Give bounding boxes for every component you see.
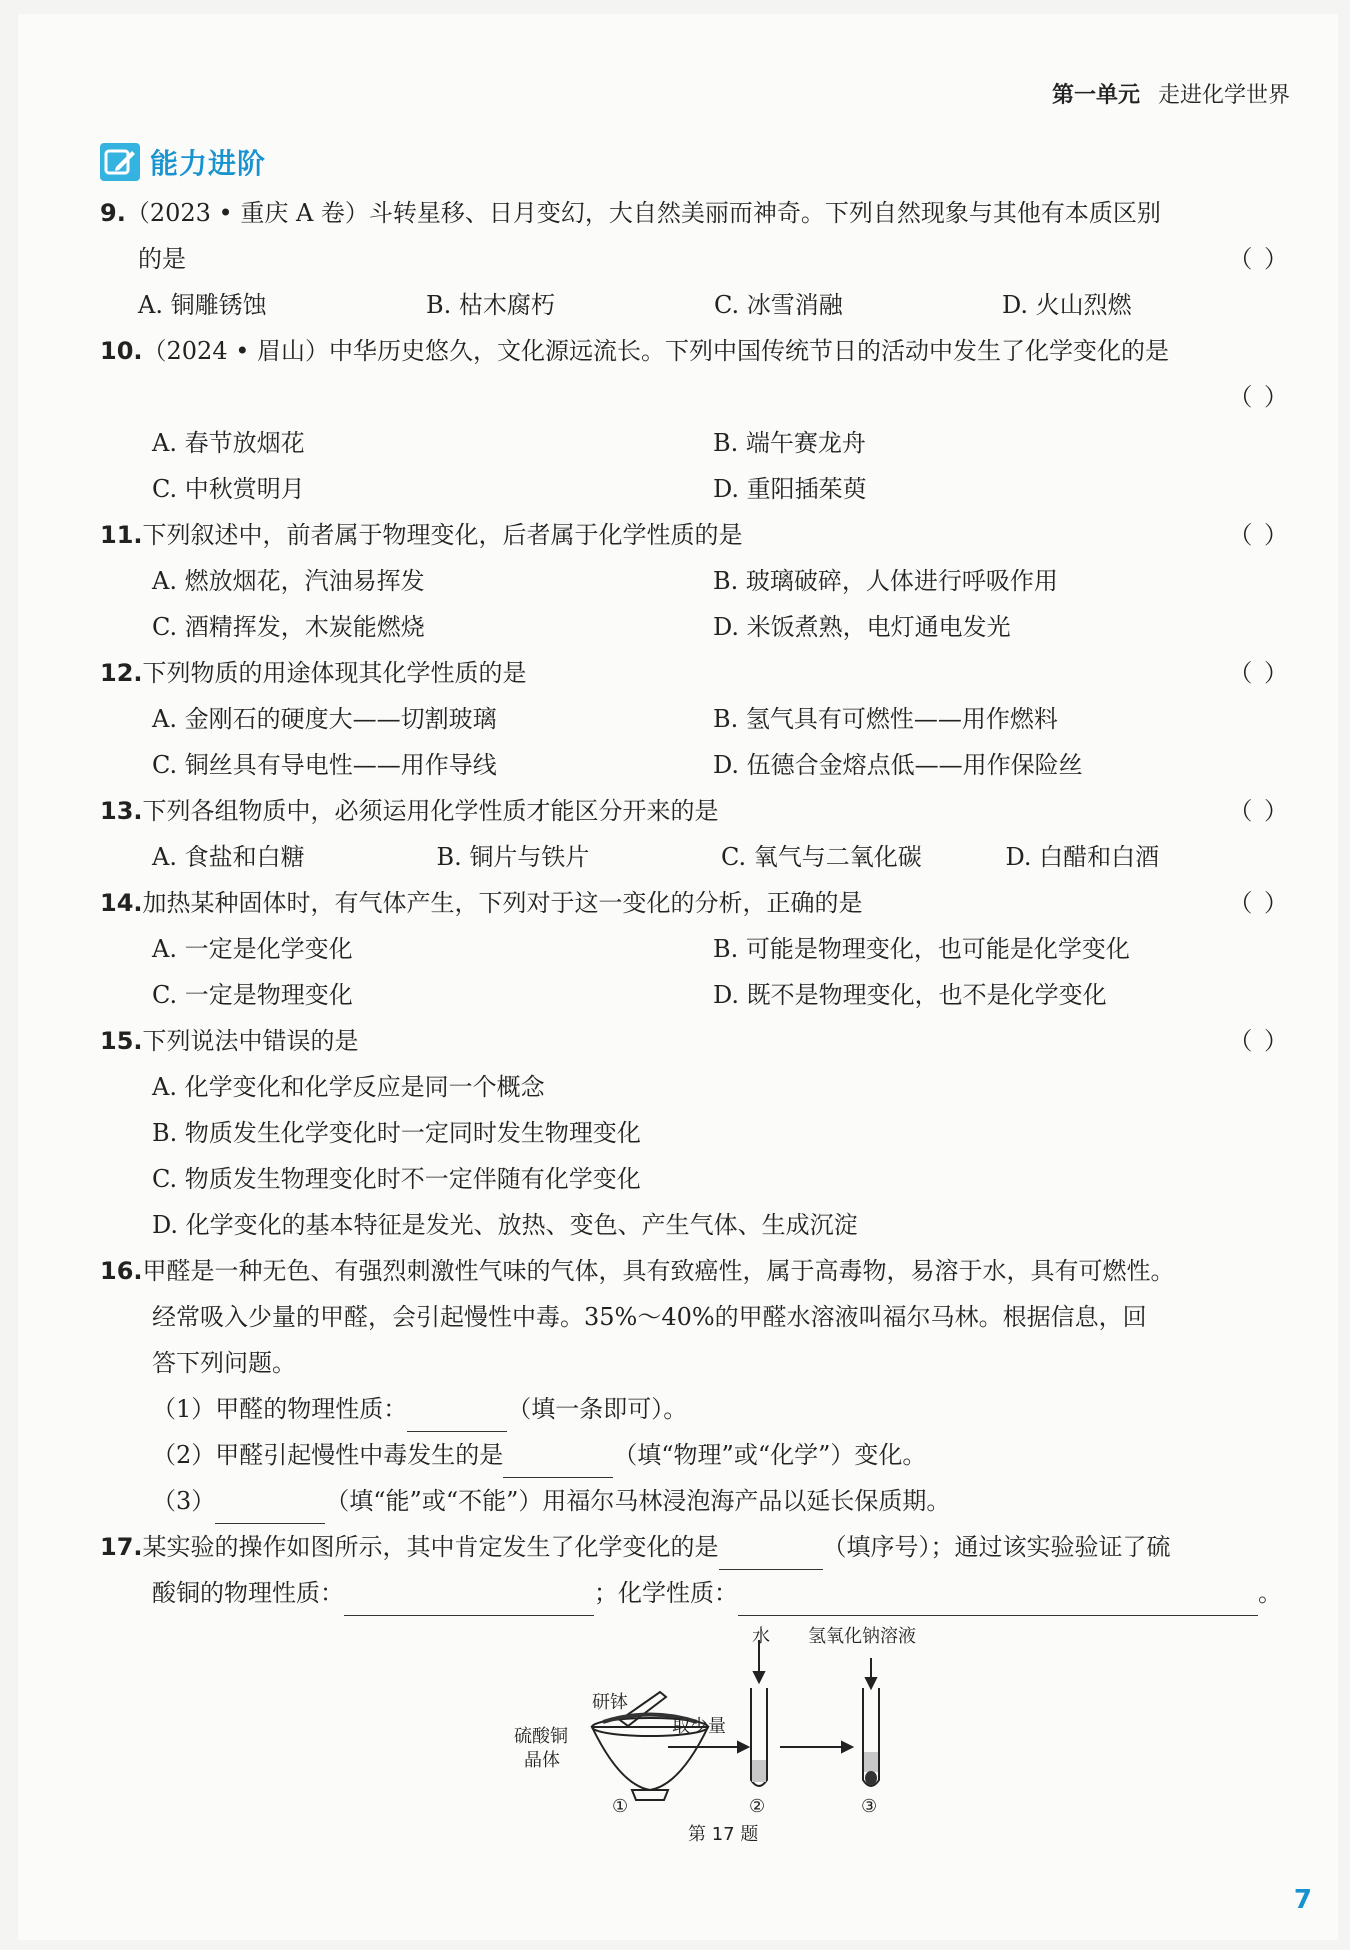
label-take: 取少量 — [672, 1716, 726, 1737]
solution-fill — [752, 1760, 766, 1782]
question-15: 15.下列说法中错误的是 （ ） — [100, 1018, 1290, 1064]
answer-paren[interactable]: （ ） — [1228, 889, 1290, 917]
options-12: A. 金刚石的硬度大——切割玻璃 B. 氢气具有可燃性——用作燃料 — [152, 705, 1058, 733]
step-2: ② — [749, 1796, 766, 1817]
q16-sub1: （1）甲醛的物理性质： （填一条即可）。 — [100, 1386, 1290, 1432]
option-15b: B. 物质发生化学变化时一定同时发生物理变化 — [152, 1119, 641, 1147]
option-15a: A. 化学变化和化学反应是同一个概念 — [152, 1073, 545, 1101]
test-tube-icon — [751, 1688, 879, 1786]
page-number: 7 — [1293, 1885, 1312, 1915]
label-naoh: 氢氧化钠溶液 — [808, 1626, 916, 1647]
answer-paren[interactable]: （ ） — [1228, 245, 1290, 273]
label-water: 水 — [752, 1626, 770, 1647]
question-17: 17.某实验的操作如图所示，其中肯定发生了化学变化的是 （填序号）；通过该实验验证了硫 — [100, 1524, 1290, 1570]
answer-paren[interactable]: （ ） — [1228, 659, 1290, 687]
label-crystal: 硫酸铜 — [514, 1726, 568, 1747]
figure-caption: 第 17 题 — [688, 1824, 759, 1845]
question-16: 16.甲醛是一种无色、有强烈刺激性气味的气体，具有致癌性，属于高毒物，易溶于水，具有可燃性。 — [100, 1257, 1175, 1285]
question-11: 11.下列叙述中，前者属于物理变化，后者属于化学性质的是 （ ） — [100, 512, 1290, 558]
options-10: A. 春节放烟花 B. 端午赛龙舟 — [152, 429, 866, 457]
unit-title: 走进化学世界 — [1157, 83, 1290, 108]
options-14: A. 一定是化学变化 B. 可能是物理变化，也可能是化学变化 — [152, 935, 1130, 963]
options-11: A. 燃放烟花，汽油易挥发 B. 玻璃破碎，人体进行呼吸作用 — [152, 567, 1058, 595]
q16-sub3: （3） （填“能”或“不能”）用福尔马林浸泡海产品以延长保质期。 — [100, 1478, 1290, 1524]
solution-fill — [864, 1752, 878, 1772]
label-pestle: 研钵 — [592, 1692, 628, 1713]
answer-paren[interactable]: （ ） — [1228, 383, 1290, 411]
options-13: A. 食盐和白糖 B. 铜片与铁片 C. 氧气与二氧化碳 D. 白醋和白酒 — [152, 843, 1160, 871]
option-15d: D. 化学变化的基本特征是发光、放热、变色、产生气体、生成沉淀 — [152, 1211, 858, 1239]
question-10: 10.（2024 • 眉山）中华历史悠久，文化源远流长。下列中国传统节日的活动中发生了化学变化的是 — [100, 337, 1170, 365]
label-crystal-2: 晶体 — [524, 1750, 560, 1771]
answer-paren[interactable]: （ ） — [1228, 1027, 1290, 1055]
answer-paren[interactable]: （ ） — [1228, 521, 1290, 549]
unit-number: 第一单元 — [1051, 83, 1140, 108]
precipitate — [865, 1771, 877, 1785]
q16-sub2: （2）甲醛引起慢性中毒发生的是 （填“物理”或“化学”）变化。 — [100, 1432, 1290, 1478]
question-13: 13.下列各组物质中，必须运用化学性质才能区分开来的是 （ ） — [100, 788, 1290, 834]
step-3: ③ — [861, 1796, 878, 1817]
answer-paren[interactable]: （ ） — [1228, 797, 1290, 825]
step-1: ① — [612, 1796, 629, 1817]
question-14: 14.加热某种固体时，有气体产生，下列对于这一变化的分析，正确的是 （ ） — [100, 880, 1290, 926]
question-12: 12.下列物质的用途体现其化学性质的是 （ ） — [100, 650, 1290, 696]
question-list: 9.（2023 • 重庆 A 卷）斗转星移、日月变幻，大自然美丽而神奇。下列自然现象与其他有本质区别 的是 （ ） A. 铜雕锈蚀 B. 枯木腐朽 C. 冰雪消融 D. 火山烈燃 10.（2024 • 眉山）中华历史悠久，文化源远流长。下列中国传统节日的活动中发生了化学变化的是 （ ） A. 春节放烟花 B. 端午赛龙舟 C. 中秋赏明月 D. 重阳插茱萸 11.下列叙述中，前者属于物理变化，后者属于化学性质的是 （ ） A. 燃放烟花，汽油易挥发 B. 玻璃破碎，人体进行呼吸作用 C. 酒精挥发，木炭能燃烧 D. 米饭煮熟，电灯通电发光 12.下列物质的用途体现其化学性质的是 （ ） A. 金刚石的硬度大——切割玻璃 B. 氢气具有可燃性——用作燃料 C. 铜丝具有导电性——用作导线 D. 伍德合金熔点低——用作保险丝 13.下列各组物质中，必须运用化学性质才能区分开来的是 （ ） A. 食盐和白糖 B. 铜片与铁片 C. 氧气与二氧化碳 D. 白醋和白酒 14.加热某种固体时，有气体产生，下列对于这一变化的分析，正确的是 （ ） A. 一定是化学变化 B. 可能是物理变化，也可能是化学变化 C. 一定是物理变化 D. 既不是物理变化，也不是化学变化 15.下列说法中错误的是 （ ） A. 化学变化和化学反应是同一个概念 B. 物质发生化学变化时一定同时发生物理变化 C. 物质发生物理变化时不一定伴随有化学变化 D. 化学变化的基本特征是发光、放热、变色、产生气体、生成沉淀 16.甲醛是一种无色、有强烈刺激性气味的气体，具有致癌性，属于高毒物，易溶于水，具有可燃性。 经常吸入少量的甲醛，会引起慢性中毒。35%～40%的甲醛水溶液叫福尔马林。根据信息，回 答下列问题。 （1）甲醛的物理性质： （填一条即可）。 （2）甲醛引起慢性中毒发生的是 （填“物理”或“化学”）变化。 （3） （填“能”或“不能”）用福尔马林浸泡海产品以延长保质期。 17.某实验的操作如图所示，其中肯定发生了化学变化的是 （填序号）；通过该实验验证了硫 酸铜的物理性质： ；化学性质： 。 — [100, 190, 1290, 1616]
option-15c: C. 物质发生物理变化时不一定伴随有化学变化 — [152, 1165, 641, 1193]
options-9: A. 铜雕锈蚀 B. 枯木腐朽 C. 冰雪消融 D. 火山烈燃 — [138, 291, 1132, 319]
question-9: 9.（2023 • 重庆 A 卷）斗转星移、日月变幻，大自然美丽而神奇。下列自然现象与其他有本质区别 — [100, 199, 1161, 227]
section-title: 能力进阶 — [150, 147, 267, 180]
